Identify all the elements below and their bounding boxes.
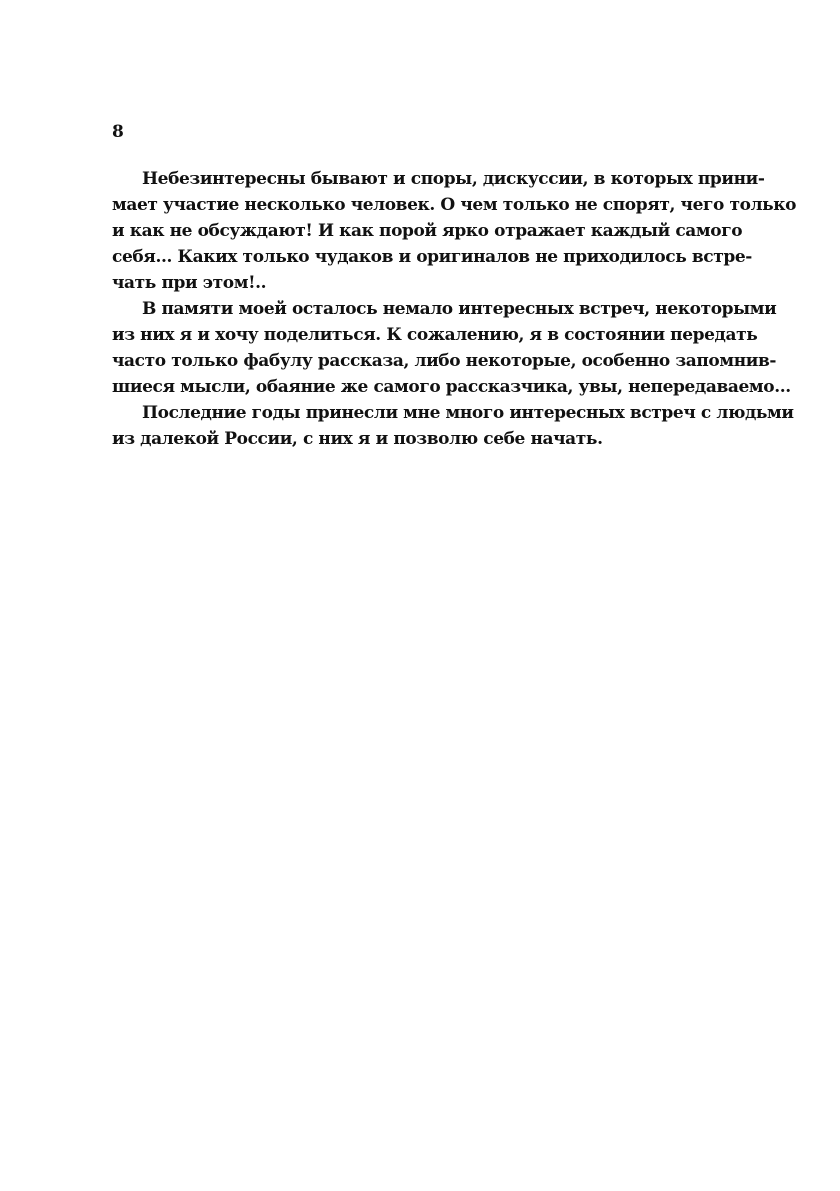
text-line: Небезинтересны бывают и споры, дискуссии, в которых прини- xyxy=(142,169,765,189)
text-line: себя... Каких только чудаков и оригиналов не приходилось встре- xyxy=(112,247,752,267)
paragraph-3 xyxy=(112,400,794,452)
paragraph-1 xyxy=(112,166,797,296)
page-number: 8 xyxy=(112,122,124,142)
text-line: из далекой России, с них я и позволю себе начать. xyxy=(112,429,603,449)
text-line: часто только фабулу рассказа, либо некоторые, особенно запомнив- xyxy=(112,351,777,371)
text-line: из них я и хочу поделиться. К сожалению, я в состоянии передать xyxy=(112,325,758,345)
paragraph-2 xyxy=(112,296,791,400)
text-line: шиеся мысли, обаяние же самого рассказчика, увы, непередаваемо... xyxy=(112,377,791,397)
text-line: и как не обсуждают! И как порой ярко отражает каждый самого xyxy=(112,221,743,241)
text-line: мает участие несколько человек. О чем только не спорят, чего только xyxy=(112,195,797,215)
text-line: Последние годы принесли мне много интересных встреч с людьми xyxy=(142,403,794,423)
body-text xyxy=(112,166,797,452)
text-line: чать при этом!.. xyxy=(112,273,267,293)
text-line: В памяти моей осталось немало интересных встреч, некоторыми xyxy=(142,299,777,319)
